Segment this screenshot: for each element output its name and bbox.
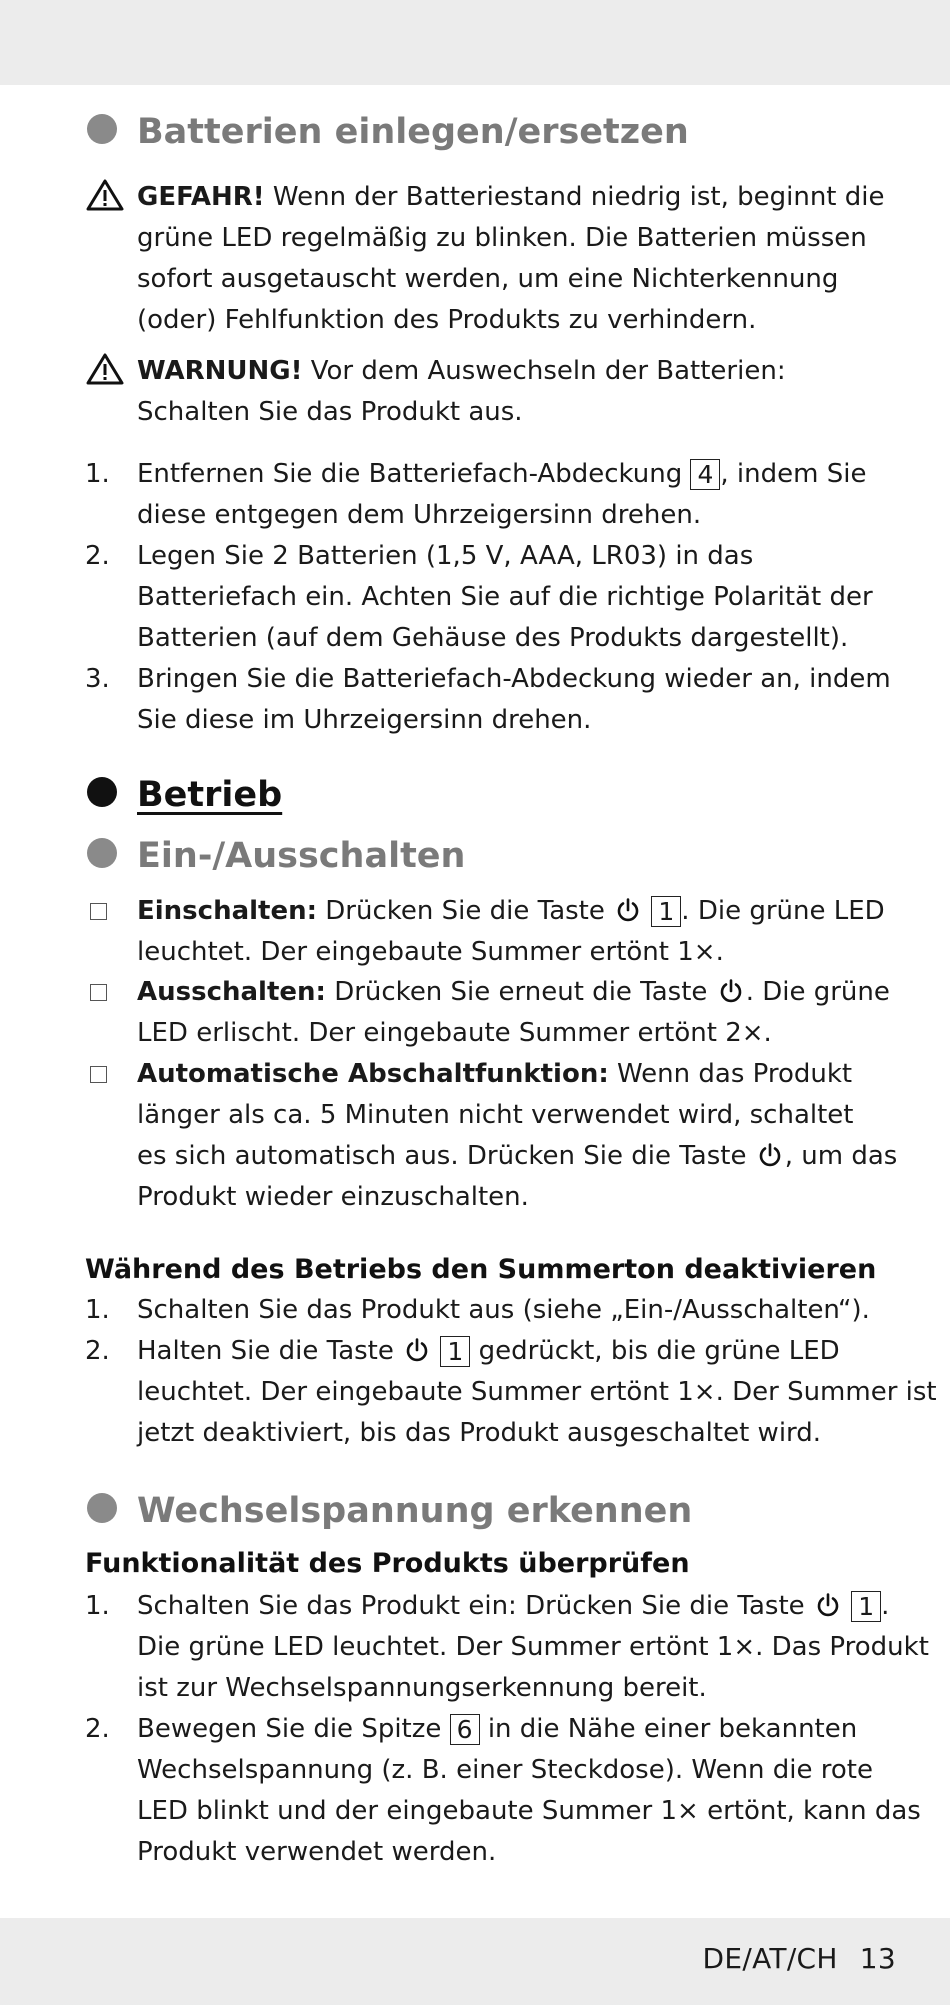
bullet-icon xyxy=(87,777,117,807)
battery-step-2: Legen Sie 2 Batterien (1,5 V, AAA, LR03) in das Batteriefach ein. Achten Sie auf die richtige Polarität der Batterien (auf dem Gehäuse des Produkts dargestellt). xyxy=(137,541,873,653)
step-number: 1. xyxy=(85,1591,110,1621)
top-band xyxy=(0,0,950,85)
part-ref-box: 1 xyxy=(851,1591,881,1622)
step-number: 1. xyxy=(85,1295,110,1325)
power-icon xyxy=(757,1142,783,1168)
page-number: 13 xyxy=(859,1942,896,1975)
ac-step-1: Schalten Sie das Produkt ein: Drücken Sie die Taste 1 . Die grüne LED leuchtet. Der Summer ertönt 1×. Das Produkt ist zur Wechselspannungserkennung bereit. xyxy=(137,1591,929,1703)
step-number: 3. xyxy=(85,664,110,694)
bullet-icon xyxy=(87,838,117,868)
checkbox-bullet-icon xyxy=(90,1066,107,1083)
ac-step-2: Bewegen Sie die Spitze 6 in die Nähe einer bekannten Wechselspannung (z. B. einer Steckdose). Wenn die rote LED blinkt und der eingebaute Summer 1× ertönt, kann das Produkt verwendet werden. xyxy=(137,1714,921,1867)
part-ref-box: 1 xyxy=(651,896,681,927)
warning-triangle-icon xyxy=(85,352,125,386)
part-ref-box: 6 xyxy=(450,1714,480,1745)
checkbox-bullet-icon xyxy=(90,984,107,1001)
power-icon xyxy=(718,978,744,1004)
warning-label: WARNUNG! xyxy=(137,356,303,386)
warning-notice: WARNUNG! Vor dem Auswechseln der Batterien: Schalten Sie das Produkt aus. xyxy=(137,356,786,427)
heading-onoff: Ein-/Ausschalten xyxy=(87,834,465,878)
step-number: 1. xyxy=(85,459,110,489)
danger-notice: GEFAHR! Wenn der Batteriestand niedrig ist, beginnt die grüne LED regelmäßig zu blinken. Die Batterien müssen sofort ausgetauscht werden, um eine Nichterkennung (oder) Fehlfunktion des Produkts zu verhindern. xyxy=(137,182,885,335)
checkbox-bullet-icon xyxy=(90,903,107,920)
bullet-icon xyxy=(87,114,117,144)
step-number: 2. xyxy=(85,1336,110,1366)
switch-off-item: Ausschalten: Drücken Sie erneut die Taste . Die grüne LED erlischt. Der eingebaute Summer ertönt 2×. xyxy=(137,977,890,1048)
power-icon xyxy=(615,897,641,923)
part-ref-box: 1 xyxy=(440,1336,470,1367)
switch-on-item: Einschalten: Drücken Sie die Taste 1 . Die grüne LED leuchtet. Der eingebaute Summer ertönt 1×. xyxy=(137,896,885,967)
battery-step-3: Bringen Sie die Batteriefach-Abdeckung wieder an, indem Sie diese im Uhrzeigersinn drehen. xyxy=(137,664,891,735)
heading-ac-detection: Wechselspannung erkennen xyxy=(87,1489,692,1533)
step-number: 2. xyxy=(85,1714,110,1744)
subheading-buzzer: Während des Betriebs den Summerton deaktivieren xyxy=(85,1254,877,1285)
buzzer-step-2: Halten Sie die Taste 1 gedrückt, bis die grüne LED leuchtet. Der eingebaute Summer ertönt 1×. Der Summer ist jetzt deaktiviert, bis das Produkt ausgeschaltet wird. xyxy=(137,1336,937,1448)
step-number: 2. xyxy=(85,541,110,571)
bullet-icon xyxy=(87,1493,117,1523)
region-label: DE/AT/CH xyxy=(702,1942,838,1975)
warning-triangle-icon xyxy=(85,178,125,212)
power-icon xyxy=(404,1337,430,1363)
battery-step-1: Entfernen Sie die Batteriefach-Abdeckung 4 , indem Sie diese entgegen dem Uhrzeigersinn drehen. xyxy=(137,459,867,530)
auto-off-item: Automatische Abschaltfunktion: Wenn das Produkt länger als ca. 5 Minuten nicht verwendet wird, schaltet es sich automatisch aus. Drücken Sie die Taste , um das Produkt wieder einzuschalten. xyxy=(137,1059,898,1212)
part-ref-box: 4 xyxy=(690,459,720,490)
heading-batteries: Batterien einlegen/ersetzen xyxy=(87,110,689,154)
danger-label: GEFAHR! xyxy=(137,182,265,212)
buzzer-step-1: Schalten Sie das Produkt aus (siehe „Ein-/Ausschalten“). xyxy=(137,1295,870,1325)
subheading-check-function: Funktionalität des Produkts überprüfen xyxy=(85,1548,690,1579)
page-footer xyxy=(703,1942,896,1975)
heading-operation: Betrieb xyxy=(87,773,282,817)
power-icon xyxy=(815,1592,841,1618)
